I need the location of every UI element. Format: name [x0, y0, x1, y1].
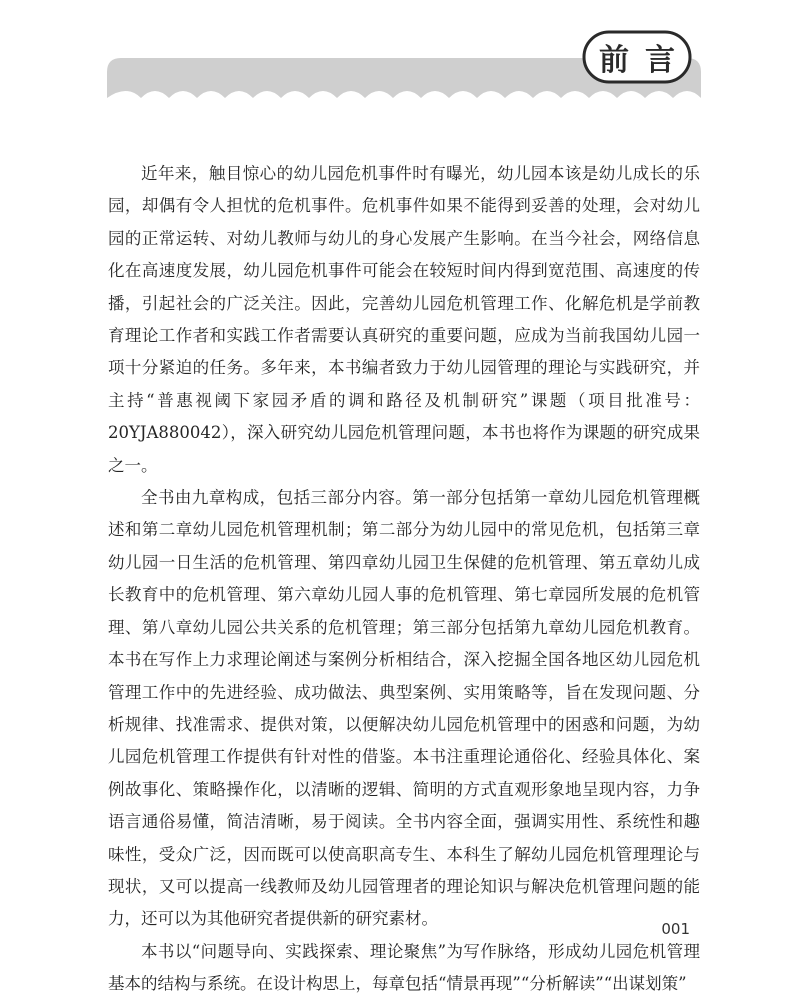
preface-body — [108, 158, 700, 1001]
paragraph-3: 本书以“问题导向、实践探索、理论聚焦”为写作脉络，形成幼儿园危机管理基本的结构与系统。在设计构思上，每章包括“情景再现”“分析解读”“出谋划策” — [108, 941, 700, 994]
page-title: 前言 — [599, 43, 691, 78]
paragraph-2: 全书由九章构成，包括三部分内容。第一部分包括第一章幼儿园危机管理概述和第二章幼儿园危机管理机制；第二部分为幼儿园中的常见危机，包括第三章幼儿园一日生活的危机管理、第四章幼儿园卫生保健的危机管理、第五章幼儿成长教育中的危机管理、第六章幼儿园人事的危机管理、第七章园所发展的危机管理、第八章幼儿园公共关系的危机管理；第三部分包括第九章幼儿园危机教育。本书在写作上力求理论阐述与案例分析相结合，深入挖掘全国各地区幼儿园危机管理工作中的先进经验、成功做法、典型案例、实用策略等，旨在发现问题、分析规律、找准需求、提供对策，以便解决幼儿园危机管理中的困惑和问题，为幼儿园危机管理工作提供有针对性的借鉴。本书注重理论通俗化、经验具体化、案例故事化、策略操作化，以清晰的逻辑、简明的方式直观形象地呈现内容，力争语言通俗易懂，简洁清晰，易于阅读。全书内容全面，强调实用性、系统性和趣味性，受众广泛，因而既可以使高职高专生、本科生了解幼儿园危机管理理论与现状，又可以提高一线教师及幼儿园管理者的理论知识与解决危机管理问题的能力，还可以为其他研究者提供新的研究素材。 — [108, 488, 700, 929]
paragraph-1: 近年来，触目惊心的幼儿园危机事件时有曝光，幼儿园本该是幼儿成长的乐园，却偶有令人担忧的危机事件。危机事件如果不能得到妥善的处理，会对幼儿园的正常运转、对幼儿教师与幼儿的身心发展产生影响。在当今社会，网络信息化在高速度发展，幼儿园危机事件可能会在较短时间内得到宽范围、高速度的传播，引起社会的广泛关注。因此，完善幼儿园危机管理工作、化解危机是学前教育理论工作者和实践工作者需要认真研究的重要问题，应成为当前我国幼儿园一项十分紧迫的任务。多年来，本书编者致力于幼儿园管理的理论与实践研究，并主持“普惠视阈下家园矛盾的调和路径及机制研究”课题（项目批准号：20YJA880042），深入研究幼儿园危机管理问题，本书也将作为课题的研究成果之一。 — [108, 164, 700, 475]
page-number: 001 — [661, 920, 690, 938]
